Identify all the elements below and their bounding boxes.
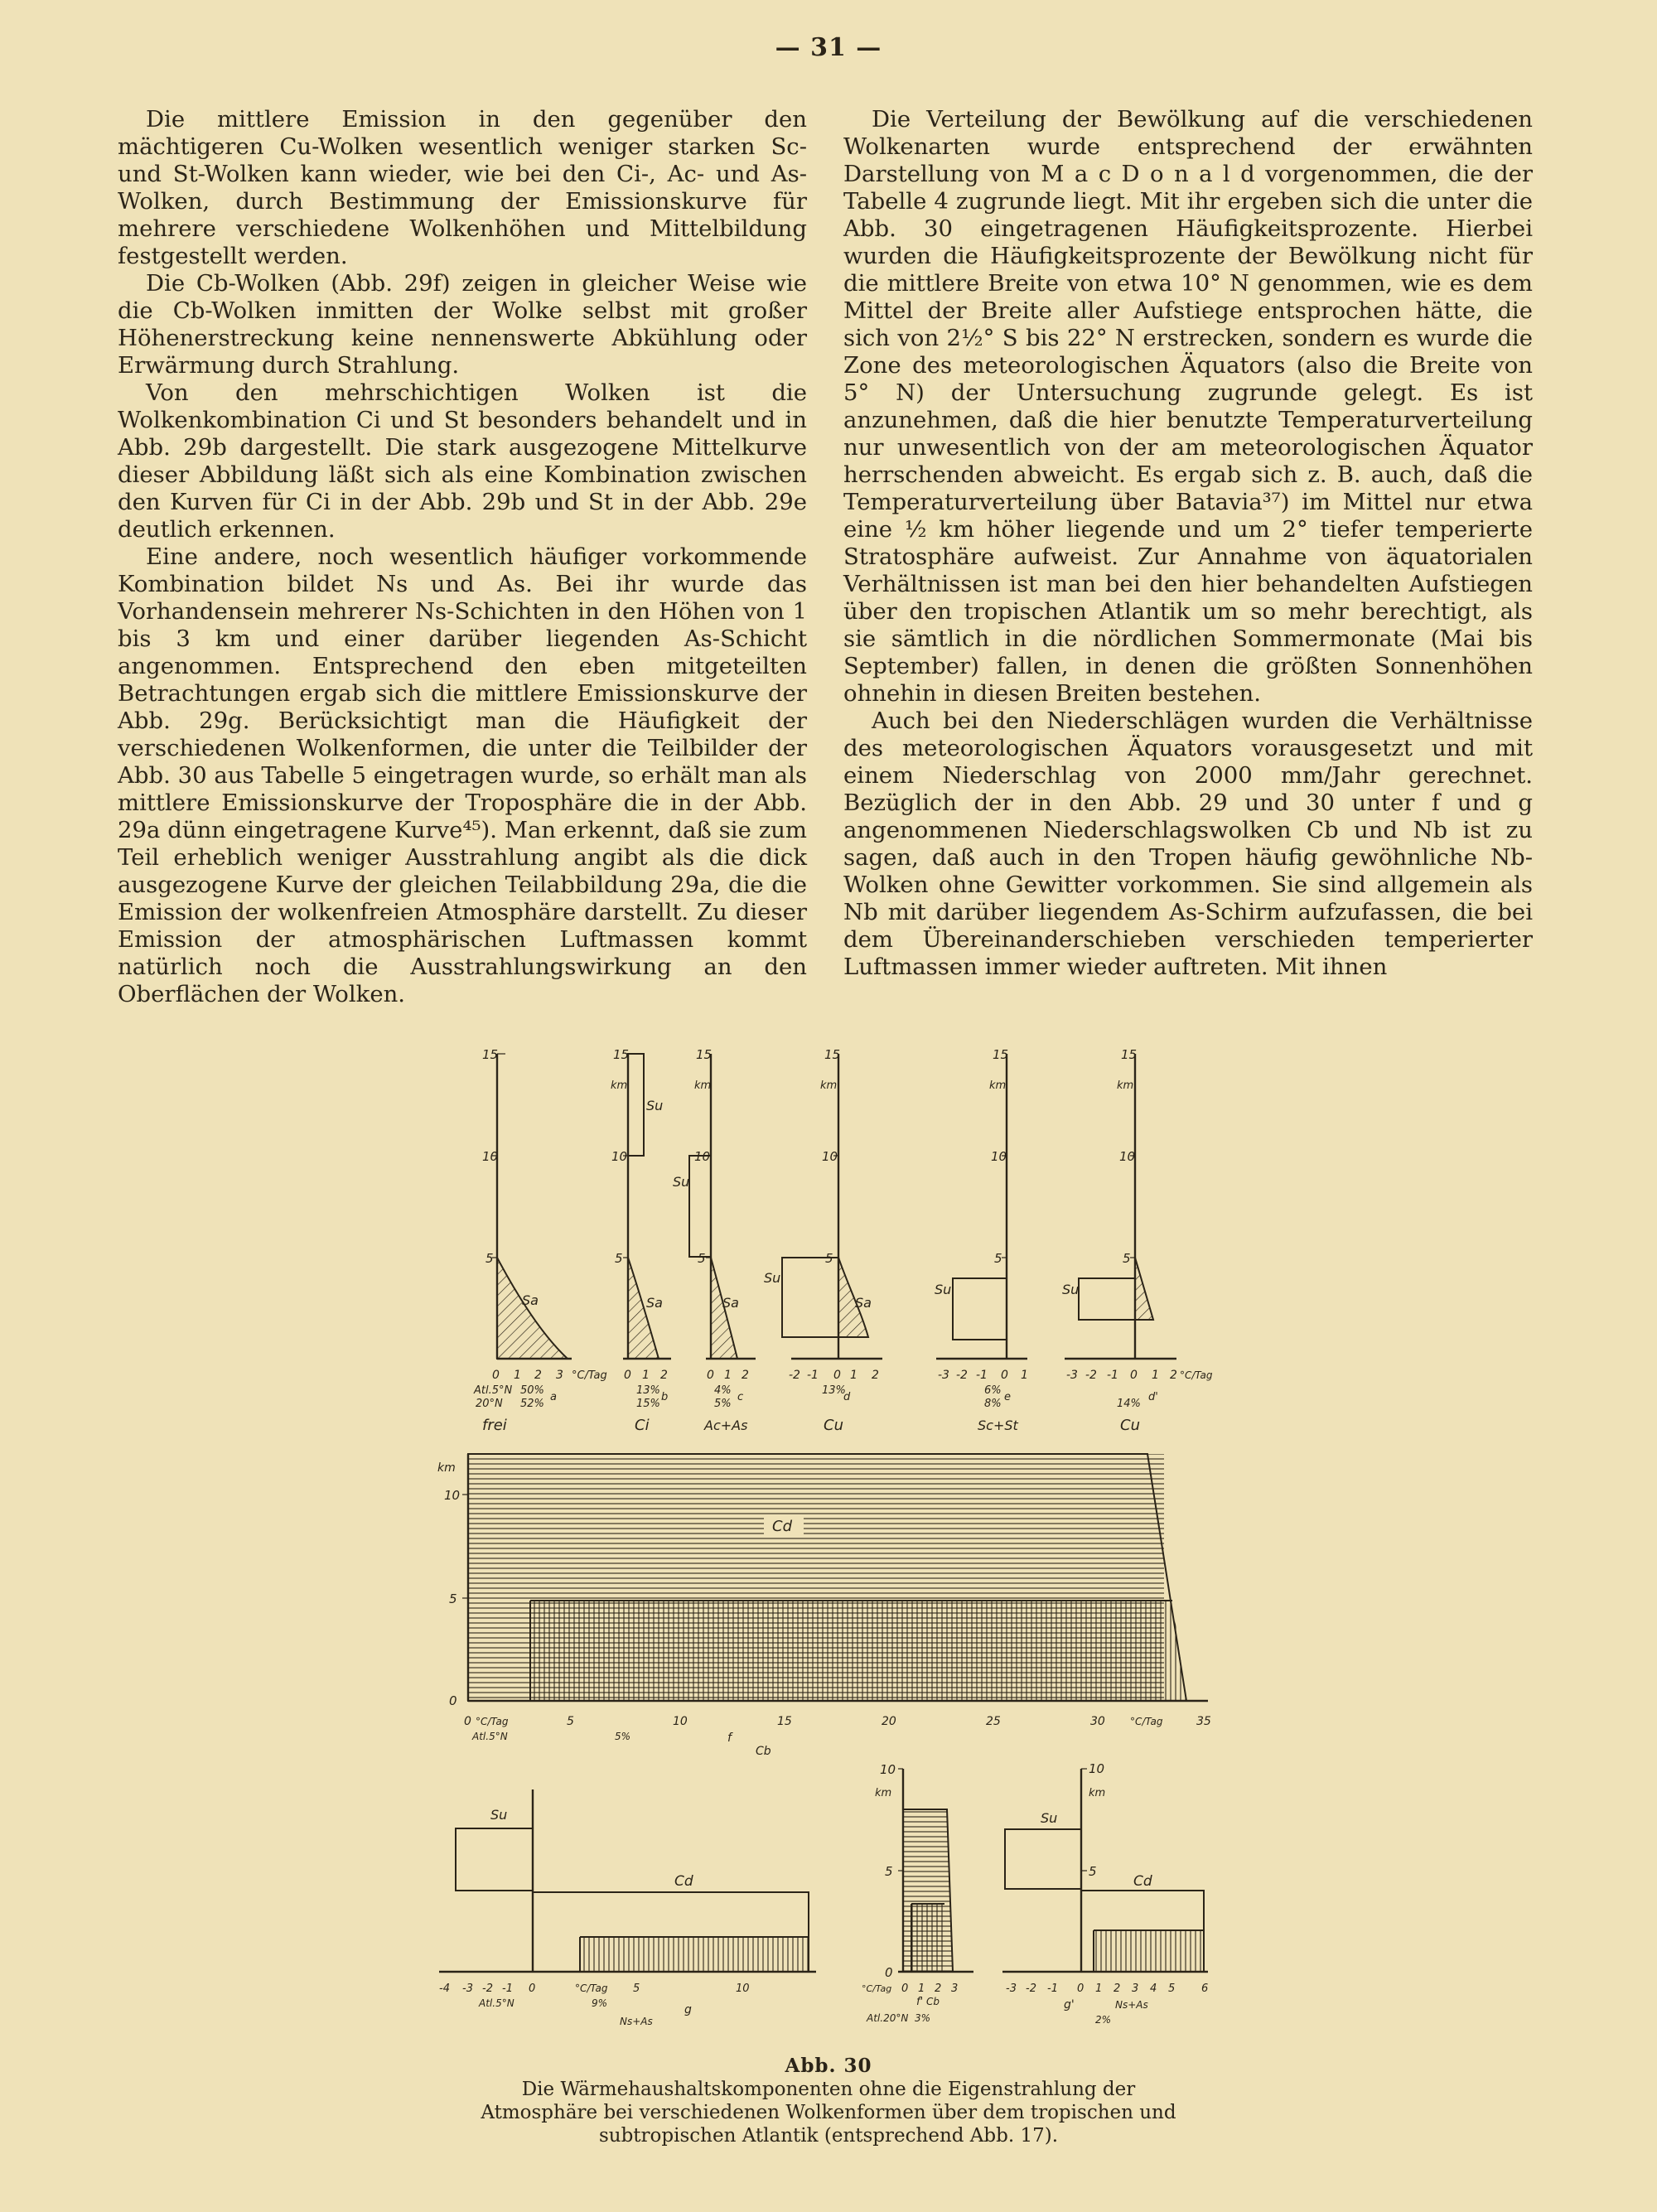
xtick: -1 xyxy=(807,1369,819,1382)
xtick: -2 xyxy=(1085,1369,1097,1382)
panel-name: Cb xyxy=(756,1745,771,1758)
ytick: 15 xyxy=(696,1047,713,1062)
km-label: km xyxy=(875,1787,892,1799)
ytick: 5 xyxy=(486,1251,494,1266)
panel-letter: f' xyxy=(916,1996,924,2008)
figure-caption-text: Die Wärmehaushaltskomponenten ohne die Eigenstrahlung der Atmosphäre bei verschiedenen Wolkenformen über dem tropischen und subtropischen Atlantik (entsprechend Abb. 17). xyxy=(481,2079,1176,2147)
stat: Atl.5°N xyxy=(472,1731,508,1742)
ytick: 15 xyxy=(824,1047,841,1062)
paragraph: Von den mehrschichtigen Wolken ist die Wolkenkombination Ci und St besonders behandelt und in Abb. 29b dargestellt. Die stark ausgezogene Mittelkurve dieser Abbildung läßt sich als eine Kombination zwischen den Kurven für Ci in der Abb. 29b und St in der Abb. 29e deutlich erkennen. xyxy=(118,379,807,543)
km-label: km xyxy=(989,1079,1007,1092)
paragraph: Eine andere, noch wesentlich häufiger vorkommende Kombination bildet Ns und As. Bei ihr wurde das Vorhandensein mehrerer Ns-Schichten in den Höhen von 1 bis 3 km und einer darüber liegenden As-Schicht angenommen. Entsprechend den eben mitgeteilten Betrachtungen ergab sich die mittlere Emissionskurve der Abb. 29g. Berücksichtigt man die Häufigkeit der verschiedenen Wolkenformen, die unter die Teilbilder der Abb. 30 aus Tabelle 5 eingetragen wurde, so erhält man als mittlere Emissionskurve der Troposphäre die in der Abb. 29a dünn eingetragene Kurve⁴⁵). Man erkennt, daß sie zum Teil erheblich weniger Ausstrahlung angibt als die dick ausgezogene Kurve der gleichen Teilabbildung 29a, die die Emission der wolkenfreien Atmosphäre darstellt. Zu dieser Emission der atmosphärischen Luftmassen kommt natürlich noch die Ausstrahlungswirkung an den Oberflächen der Wolken. xyxy=(118,543,807,1007)
unit-label: °C/Tag xyxy=(476,1716,509,1727)
xtick: -4 xyxy=(439,1983,450,1995)
km-label: km xyxy=(820,1079,838,1092)
su-label: Su xyxy=(764,1270,781,1286)
stat: 14% xyxy=(1117,1398,1141,1410)
xtick: 5 xyxy=(1168,1983,1176,1995)
stat: 2% xyxy=(1095,2014,1112,2026)
xtick: 1 xyxy=(642,1369,650,1382)
xtick: -2 xyxy=(1026,1983,1036,1995)
cd-label: Cd xyxy=(772,1518,792,1535)
ytick: 10 xyxy=(880,1762,896,1777)
xtick: 1 xyxy=(850,1369,857,1382)
km-label: km xyxy=(611,1079,628,1092)
xtick: 10 xyxy=(736,1983,750,1995)
panel-name: Sc+St xyxy=(978,1418,1018,1433)
ytick: 15 xyxy=(482,1047,499,1062)
cd-label: Cd xyxy=(1133,1873,1152,1890)
panel-f xyxy=(437,1454,1211,1758)
xtick: -3 xyxy=(1006,1983,1017,1995)
xtick: 4 xyxy=(1150,1983,1157,1995)
xtick: 6 xyxy=(1201,1983,1209,1995)
cd-label: Cd xyxy=(674,1873,693,1890)
xtick: 2 xyxy=(1170,1369,1177,1382)
ytick: 5 xyxy=(994,1251,1002,1266)
stat: 50% xyxy=(520,1384,544,1397)
xtick: 0 xyxy=(492,1369,500,1382)
xtick: 25 xyxy=(986,1715,1001,1728)
xtick: -3 xyxy=(462,1983,473,1995)
panel-name: Ns+As xyxy=(1115,1999,1148,2011)
panel-letter: a xyxy=(550,1391,557,1403)
xtick: 2 xyxy=(935,1983,942,1995)
panel-name: Ac+As xyxy=(704,1418,748,1433)
xtick: 15 xyxy=(777,1715,792,1728)
stat: 5% xyxy=(714,1398,732,1410)
xtick: 0 xyxy=(1077,1983,1085,1995)
ytick: 10 xyxy=(991,1149,1007,1164)
panel-letter: b xyxy=(661,1391,669,1403)
xtick: 0 xyxy=(833,1369,841,1382)
xtick: 35 xyxy=(1196,1715,1211,1728)
su-label: Su xyxy=(646,1098,664,1113)
su-label: Su xyxy=(1041,1810,1058,1826)
ytick: 5 xyxy=(1123,1251,1131,1266)
panel-b xyxy=(611,1047,671,1434)
ytick: 5 xyxy=(1089,1864,1097,1879)
paragraph: Die Verteilung der Bewölkung auf die verschiedenen Wolkenarten wurde entsprechend der erwähnten Darstellung von M a c D o n a l d vorgenommen, die der Tabelle 4 zugrunde liegt. Mit ihr ergeben sich die unter die Abb. 30 eingetragenen Häufigkeitsprozente. Hierbei wurden die Häufigkeitsprozente der Bewölkung nicht für die mittlere Breite von etwa 10° N genommen, wie es dem Mittel der Breite aller Aufstiege entsprochen hätte, die sich von 2½° S bis 22° N erstrecken, sondern es wurde die Zone des meteorologischen Äquators (also die Breite von 5° N) der Untersuchung zugrunde gelegt. Es ist anzunehmen, daß die hier benutzte Temperaturverteilung nur unwesentlich von der am meteorologischen Äquator herrschenden abweicht. Es ergab sich z. B. auch, daß die Temperaturverteilung über Batavia³⁷) im Mittel nur etwa eine ½ km höher liegende und um 2° tiefer temperierte Stratosphäre aufweist. Zur Annahme von äquatorialen Verhältnissen ist man bei den hier behandelten Aufstiegen über den tropischen Atlantik um so mehr berechtigt, als sie sämtlich in die nördlichen Sommermonate (Mai bis September) fallen, in denen die größten Sonnenhöhen ohnehin in diesen Breiten bestehen. xyxy=(843,106,1533,707)
ytick: 15 xyxy=(613,1047,630,1062)
xtick: 1 xyxy=(1021,1369,1028,1382)
xtick: 0 xyxy=(901,1983,909,1995)
panel-letter: g xyxy=(684,2003,692,2016)
panel-name: Cu xyxy=(1120,1417,1140,1434)
panel-letter: d' xyxy=(1148,1391,1158,1403)
xtick: 1 xyxy=(724,1369,732,1382)
xtick: 2 xyxy=(742,1369,749,1382)
figure-caption xyxy=(464,2055,1193,2147)
xtick: 0 xyxy=(624,1369,631,1382)
ytick: 10 xyxy=(694,1149,711,1164)
panel-c xyxy=(673,1047,756,1433)
xtick: 1 xyxy=(1152,1369,1159,1382)
ytick: 0 xyxy=(449,1693,457,1708)
xtick: 5 xyxy=(633,1983,640,1995)
panel-letter: e xyxy=(1004,1391,1011,1403)
xtick: 0 xyxy=(707,1369,714,1382)
stat: 20°N xyxy=(476,1398,503,1410)
unit-label: °C/Tag xyxy=(1180,1369,1213,1381)
panel-letter: c xyxy=(737,1391,744,1403)
stat: 4% xyxy=(714,1384,732,1397)
ytick: 5 xyxy=(698,1251,706,1266)
stat: 52% xyxy=(520,1398,544,1410)
ytick: 15 xyxy=(993,1047,1009,1062)
ytick: 10 xyxy=(611,1149,628,1164)
panel-letter: f xyxy=(727,1731,732,1745)
su-label: Su xyxy=(1062,1282,1080,1297)
panel-g-prime xyxy=(1002,1761,1208,2026)
panel-name: Ns+As xyxy=(620,2016,653,2027)
unit-label: °C/Tag xyxy=(575,1983,608,1994)
xtick: 5 xyxy=(567,1715,574,1728)
ytick: 5 xyxy=(885,1864,893,1879)
xtick: 1 xyxy=(1095,1983,1103,1995)
ytick: 15 xyxy=(1121,1047,1138,1062)
xtick: 0 xyxy=(1001,1369,1008,1382)
stat: 5% xyxy=(615,1731,631,1742)
stat: 9% xyxy=(592,1997,608,2009)
panel-a xyxy=(473,1047,607,1434)
xtick: 20 xyxy=(882,1715,896,1728)
ytick: 0 xyxy=(885,1965,893,1980)
figure-label: Abb. 30 xyxy=(785,2055,872,2077)
xtick: -1 xyxy=(1047,1983,1058,1995)
paragraph: Die Cb-Wolken (Abb. 29f) zeigen in gleicher Weise wie die Cb-Wolken inmitten der Wolke selbst mit großer Höhenerstreckung keine nennenswerte Abkühlung oder Erwärmung durch Strahlung. xyxy=(118,270,807,379)
xtick: -3 xyxy=(1066,1369,1078,1382)
unit-label: °C/Tag xyxy=(572,1369,607,1382)
xtick: 0 xyxy=(464,1715,471,1728)
xtick: -2 xyxy=(789,1369,800,1382)
xtick: 3 xyxy=(951,1983,959,1995)
sa-label: Sa xyxy=(646,1295,663,1311)
panel-d xyxy=(764,1047,882,1434)
xtick: -1 xyxy=(976,1369,988,1382)
stat: Atl.5°N xyxy=(474,1384,513,1397)
xtick: 0 xyxy=(1130,1369,1138,1382)
xtick: 2 xyxy=(872,1369,879,1382)
xtick: 3 xyxy=(1132,1983,1139,1995)
sa-label: Sa xyxy=(855,1295,872,1311)
panel-name: Cb xyxy=(926,1996,940,2007)
xtick: 30 xyxy=(1090,1715,1105,1728)
stat: 13% xyxy=(822,1384,846,1397)
su-label: Su xyxy=(935,1282,952,1297)
panel-letter: d xyxy=(843,1391,851,1403)
panel-letter: g' xyxy=(1064,1998,1075,2012)
ytick: 10 xyxy=(1119,1149,1136,1164)
xtick: 0 xyxy=(529,1983,536,1995)
xtick: 10 xyxy=(673,1715,688,1728)
stat: Atl.20°N xyxy=(867,2012,909,2024)
ytick: 5 xyxy=(449,1591,457,1606)
km-label: km xyxy=(1089,1787,1106,1799)
panel-name: Cu xyxy=(824,1417,843,1434)
panel-name: frei xyxy=(482,1417,507,1434)
ytick: 10 xyxy=(444,1488,461,1503)
xtick: -1 xyxy=(1107,1369,1118,1382)
panel-g xyxy=(439,1789,816,2027)
xtick: -1 xyxy=(502,1983,513,1995)
ytick: 5 xyxy=(615,1251,623,1266)
paragraph: Die mittlere Emission in den gegenüber den mächtigeren Cu-Wolken wesentlich weniger starken Sc- und St-Wolken kann wieder, wie bei den Ci-, Ac- und As-Wolken, durch Bestimmung der Emissionskurve für mehrere verschiedene Wolkenhöhen und Mittelbildung festgestellt werden. xyxy=(118,106,807,269)
xtick: 1 xyxy=(918,1983,925,1995)
stat: 8% xyxy=(984,1398,1002,1410)
paragraph: Auch bei den Niederschlägen wurden die Verhältnisse des meteorologischen Äquators vorausgesetzt und mit einem Niederschlag von 2000 mm/Jahr gerechnet. Bezüglich der in den Abb. 29 und 30 unter f und g angenommenen Niederschlagswolken Cb und Nb ist zu sagen, daß auch in den Tropen häufig gewöhnliche Nb-Wolken ohne Gewitter vorkommen. Sie sind allgemein als Nb mit darüber liegendem As-Schirm aufzufassen, die bei dem Übereinanderschieben verschieden temperierter Luftmassen immer wieder auftreten. Mit ihnen xyxy=(843,708,1533,980)
panel-f-prime xyxy=(862,1762,973,2024)
panel-e xyxy=(935,1047,1028,1433)
xtick: 2 xyxy=(660,1369,668,1382)
ytick: 10 xyxy=(482,1149,499,1164)
page-number: — 31 — xyxy=(775,33,882,62)
xtick: 2 xyxy=(1114,1983,1121,1995)
xtick: 3 xyxy=(556,1369,563,1382)
stat: 3% xyxy=(915,2012,931,2024)
stat: Atl.5°N xyxy=(479,1997,514,2009)
su-label: Su xyxy=(490,1807,508,1823)
stat: 15% xyxy=(636,1398,660,1410)
xtick: -2 xyxy=(482,1983,493,1995)
su-label: Su xyxy=(673,1174,690,1190)
panel-name: Ci xyxy=(635,1417,650,1434)
panel-d-prime xyxy=(1062,1047,1213,1434)
km-label: km xyxy=(437,1461,456,1475)
ytick: 10 xyxy=(822,1149,838,1164)
xtick: -3 xyxy=(938,1369,949,1382)
ytick: 10 xyxy=(1089,1761,1105,1776)
unit-label: °C/Tag xyxy=(1130,1716,1163,1727)
unit-label: °C/Tag xyxy=(862,1983,892,1994)
stat: 6% xyxy=(984,1384,1002,1397)
km-label: km xyxy=(694,1079,712,1092)
km-label: km xyxy=(1117,1079,1134,1092)
sa-label: Sa xyxy=(522,1292,539,1308)
xtick: -2 xyxy=(956,1369,968,1382)
xtick: 2 xyxy=(534,1369,542,1382)
stat: 13% xyxy=(636,1384,660,1397)
ytick: 5 xyxy=(825,1251,833,1266)
sa-label: Sa xyxy=(722,1295,739,1311)
xtick: 1 xyxy=(514,1369,521,1382)
